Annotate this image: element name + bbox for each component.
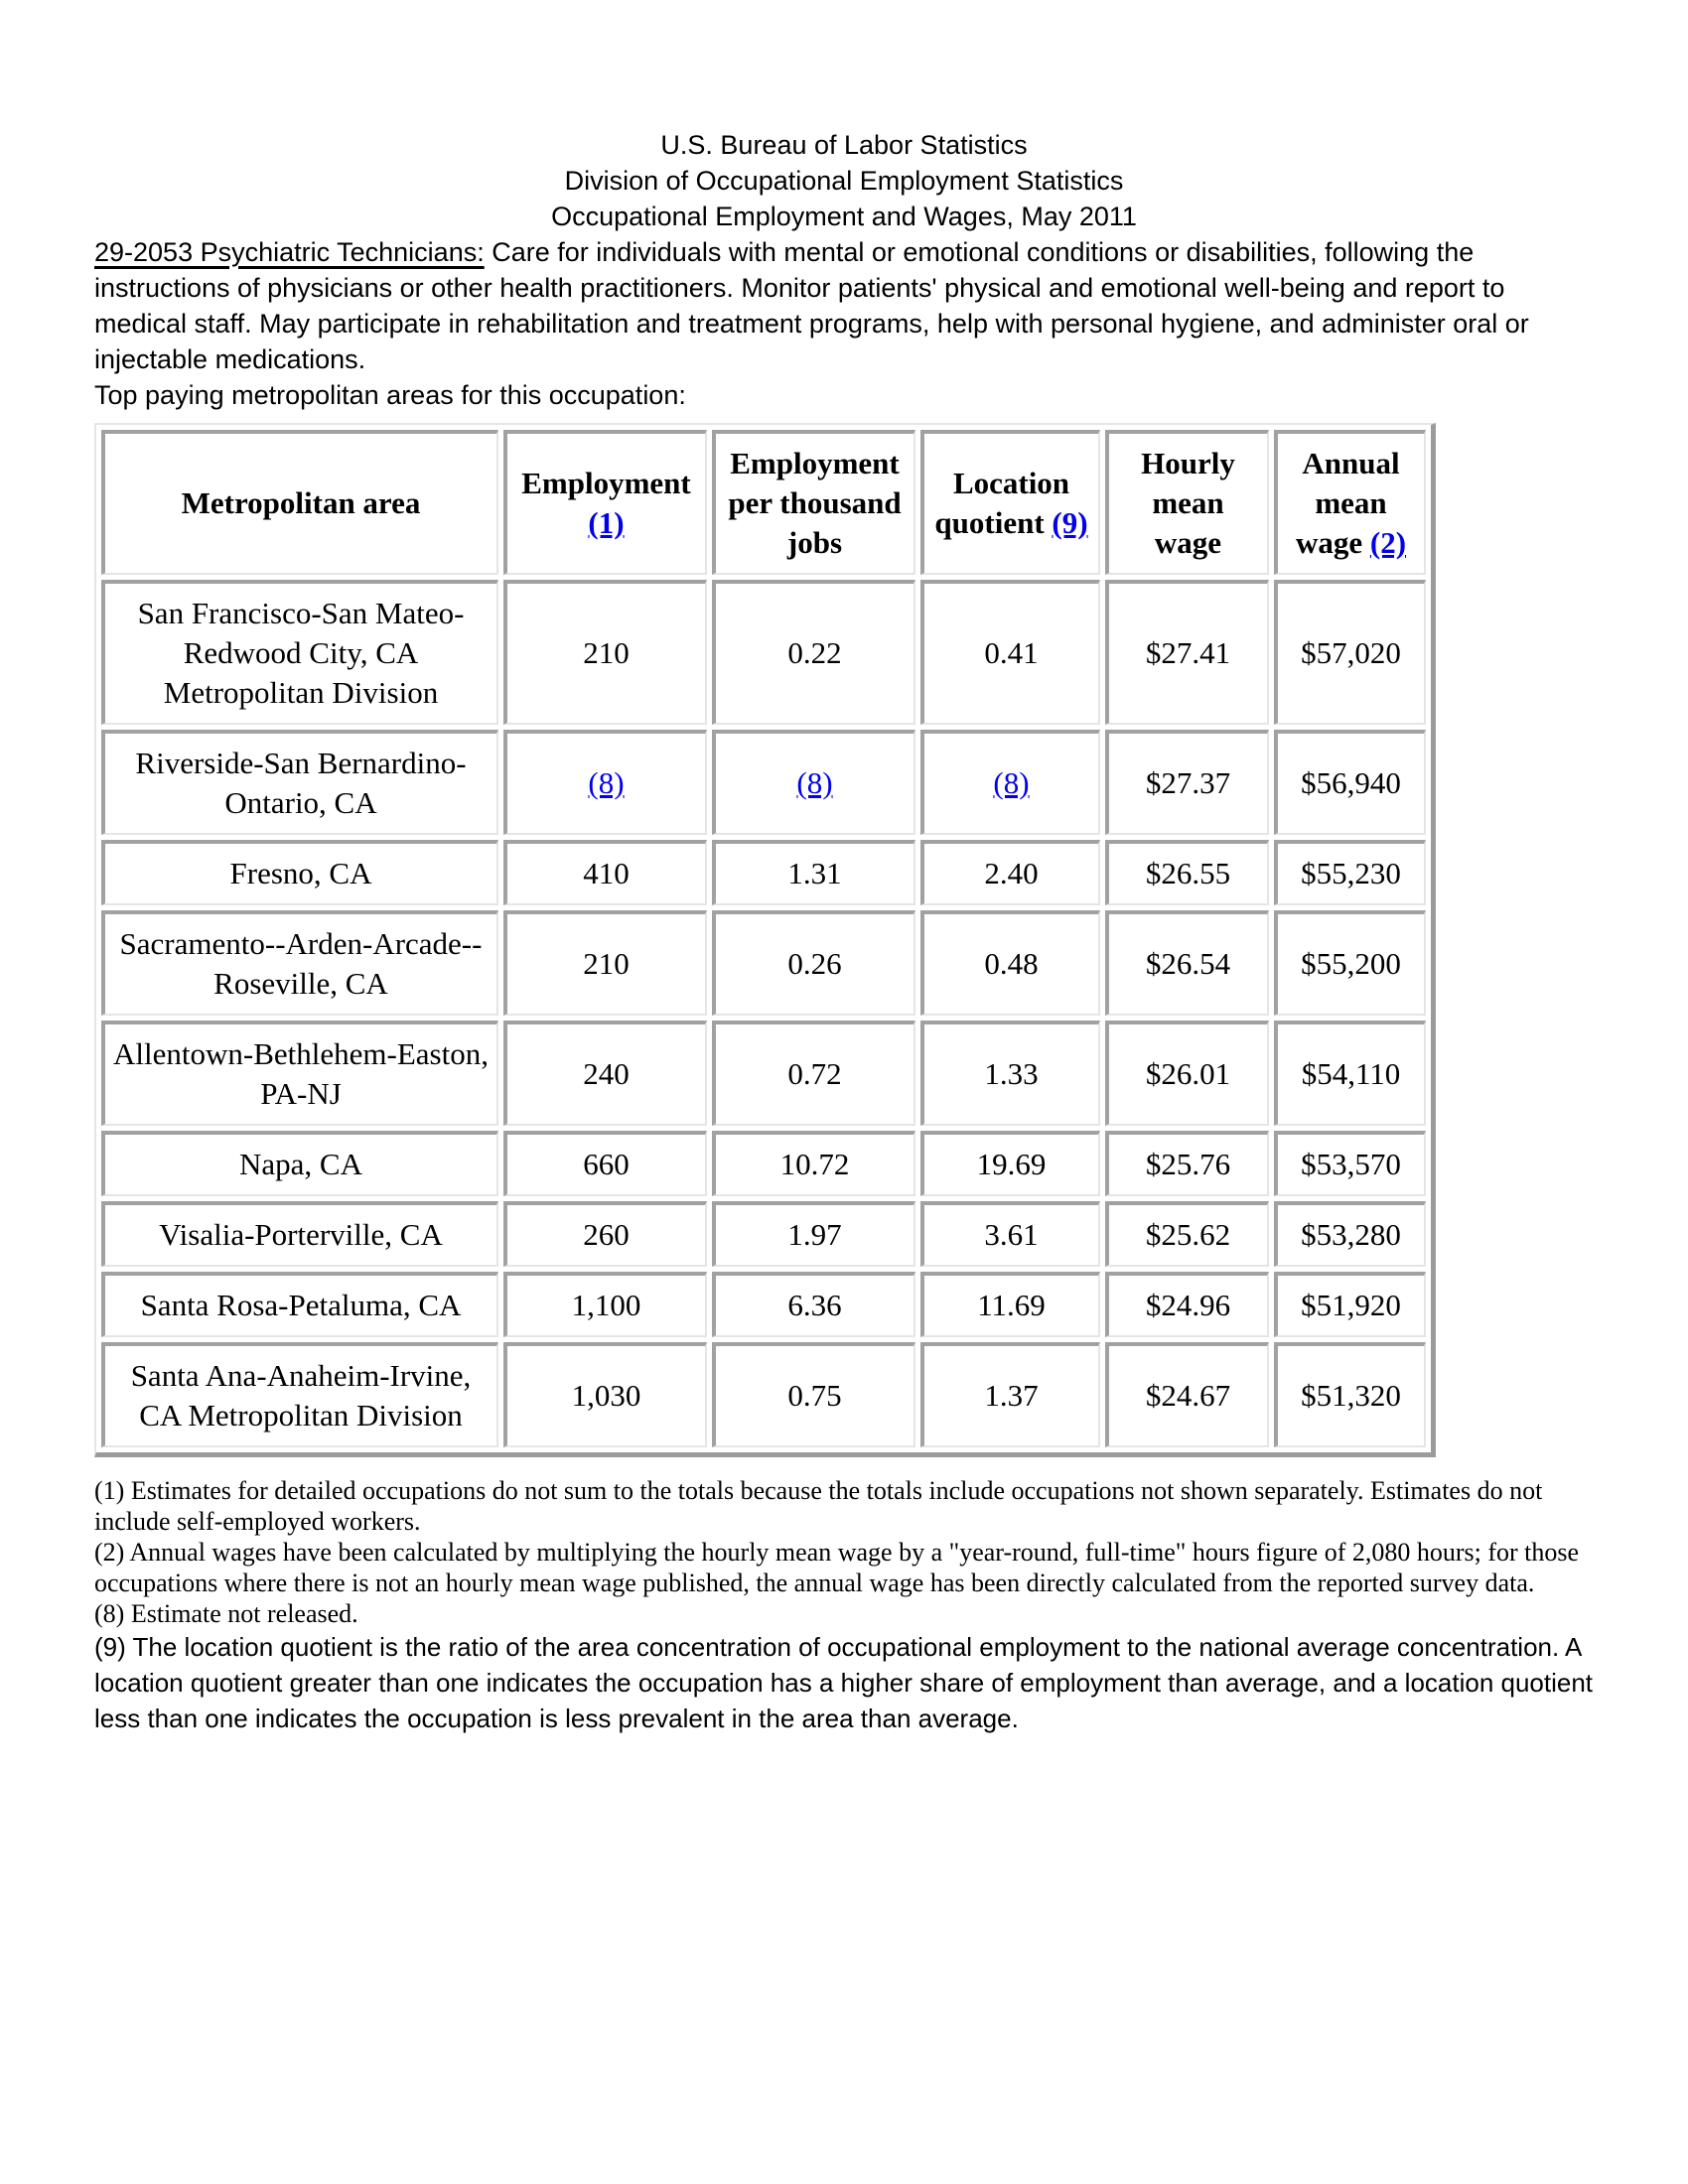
per-thousand-cell: 1.97 bbox=[712, 1201, 915, 1267]
column-header: Location quotient (9) bbox=[920, 430, 1100, 575]
footnotes bbox=[94, 1475, 1614, 1736]
column-header: Hourly mean wage bbox=[1105, 430, 1269, 575]
per-thousand-cell: 0.72 bbox=[712, 1021, 915, 1126]
footnote-1: (1) Estimates for detailed occupations do not sum to the totals because the totals include occupations not shown separately. Estimates do not include self-employed workers. bbox=[94, 1476, 1543, 1536]
metro-area-cell: Napa, CA bbox=[101, 1131, 498, 1196]
table-body bbox=[101, 580, 1426, 1447]
quotient-cell: 1.37 bbox=[920, 1342, 1100, 1447]
per-thousand-cell bbox=[712, 730, 915, 835]
annual-cell: $55,230 bbox=[1274, 840, 1426, 905]
table-row bbox=[101, 730, 1426, 835]
hourly-cell: $24.67 bbox=[1105, 1342, 1269, 1447]
annual-cell: $56,940 bbox=[1274, 730, 1426, 835]
annual-cell: $55,200 bbox=[1274, 910, 1426, 1016]
per-thousand-cell: 6.36 bbox=[712, 1272, 915, 1337]
division-title: Division of Occupational Employment Statistics bbox=[564, 166, 1124, 196]
footnote-link-8[interactable]: (8) bbox=[588, 765, 625, 800]
column-header: Employment per thousand jobs bbox=[712, 430, 915, 575]
hourly-cell: $27.41 bbox=[1105, 580, 1269, 725]
annual-cell: $57,020 bbox=[1274, 580, 1426, 725]
table-caption: Top paying metropolitan areas for this occupation: bbox=[94, 380, 686, 410]
annual-cell: $51,320 bbox=[1274, 1342, 1426, 1447]
agency-title: U.S. Bureau of Labor Statistics bbox=[660, 130, 1028, 160]
hourly-cell: $26.55 bbox=[1105, 840, 1269, 905]
footnote-link-1[interactable]: (1) bbox=[588, 505, 625, 540]
footnote-link-8[interactable]: (8) bbox=[796, 765, 833, 800]
employment-cell bbox=[503, 730, 707, 835]
footnote-link-2[interactable]: (2) bbox=[1369, 525, 1407, 560]
employment-cell: 240 bbox=[503, 1021, 707, 1126]
table-row bbox=[101, 1021, 1426, 1126]
table-row bbox=[101, 1201, 1426, 1267]
column-header: Metropolitan area bbox=[101, 430, 498, 575]
per-thousand-cell: 0.75 bbox=[712, 1342, 915, 1447]
metro-area-cell: Santa Rosa-Petaluma, CA bbox=[101, 1272, 498, 1337]
column-header: Employment (1) bbox=[503, 430, 707, 575]
occupation-description-text: Care for individuals with mental or emotional conditions or disabilities, following the instructions of physicians or other health practitioners. Monitor patients' physical and emotional well-being and report to medical staff. May participate in rehabilitation and treatment programs, help with personal hygiene, and administer oral or injectable medications. bbox=[94, 237, 1529, 374]
quotient-cell: 1.33 bbox=[920, 1021, 1100, 1126]
annual-cell: $53,280 bbox=[1274, 1201, 1426, 1267]
footnote-link-8[interactable]: (8) bbox=[993, 765, 1030, 800]
metro-area-cell: Allentown-Bethlehem-Easton, PA-NJ bbox=[101, 1021, 498, 1126]
metro-area-cell: Riverside-San Bernardino-Ontario, CA bbox=[101, 730, 498, 835]
footnote-8: (8) Estimate not released. bbox=[94, 1599, 358, 1628]
table-row bbox=[101, 1272, 1426, 1337]
metro-area-cell: Santa Ana-Anaheim-Irvine, CA Metropolitan Division bbox=[101, 1342, 498, 1447]
quotient-cell: 0.41 bbox=[920, 580, 1100, 725]
hourly-cell: $27.37 bbox=[1105, 730, 1269, 835]
annual-cell: $51,920 bbox=[1274, 1272, 1426, 1337]
table-row bbox=[101, 910, 1426, 1016]
per-thousand-cell: 10.72 bbox=[712, 1131, 915, 1196]
quotient-cell: 3.61 bbox=[920, 1201, 1100, 1267]
employment-cell: 210 bbox=[503, 910, 707, 1016]
footnote-2: (2) Annual wages have been calculated by multiplying the hourly mean wage by a "year-round, full-time" hours figure of 2,080 hours; for those occupations where there is not an hourly mean wage published, the annual wage has been directly calculated from the reported survey data. bbox=[94, 1538, 1580, 1597]
occupation-code-title: 29-2053 Psychiatric Technicians: bbox=[94, 237, 485, 267]
report-title: Occupational Employment and Wages, May 2011 bbox=[551, 202, 1137, 231]
page-title-block bbox=[94, 127, 1594, 234]
footnote-9: (9) The location quotient is the ratio of the area concentration of occupational employment to the national average concentration. A location quotient greater than one indicates the occupation has a higher share of employment than average, and a location quotient less than one indicates the occupation is less prevalent in the area than average. bbox=[94, 1632, 1594, 1733]
table-row bbox=[101, 1131, 1426, 1196]
column-header: Annual mean wage (2) bbox=[1274, 430, 1426, 575]
metro-area-cell: Visalia-Porterville, CA bbox=[101, 1201, 498, 1267]
top-paying-metro-table bbox=[94, 423, 1436, 1457]
per-thousand-cell: 0.22 bbox=[712, 580, 915, 725]
quotient-cell: 11.69 bbox=[920, 1272, 1100, 1337]
occupation-description bbox=[94, 234, 1604, 377]
hourly-cell: $25.76 bbox=[1105, 1131, 1269, 1196]
metro-area-cell: Fresno, CA bbox=[101, 840, 498, 905]
table-row bbox=[101, 580, 1426, 725]
quotient-cell: 0.48 bbox=[920, 910, 1100, 1016]
quotient-cell bbox=[920, 730, 1100, 835]
quotient-cell: 19.69 bbox=[920, 1131, 1100, 1196]
footnote-link-9[interactable]: (9) bbox=[1052, 505, 1088, 540]
employment-cell: 210 bbox=[503, 580, 707, 725]
employment-cell: 1,100 bbox=[503, 1272, 707, 1337]
metro-area-cell: Sacramento--Arden-Arcade--Roseville, CA bbox=[101, 910, 498, 1016]
employment-cell: 410 bbox=[503, 840, 707, 905]
metro-area-cell: San Francisco-San Mateo-Redwood City, CA Metropolitan Division bbox=[101, 580, 498, 725]
table-row bbox=[101, 1342, 1426, 1447]
employment-cell: 260 bbox=[503, 1201, 707, 1267]
hourly-cell: $26.54 bbox=[1105, 910, 1269, 1016]
hourly-cell: $25.62 bbox=[1105, 1201, 1269, 1267]
table-header-row bbox=[101, 430, 1426, 575]
hourly-cell: $26.01 bbox=[1105, 1021, 1269, 1126]
table-row bbox=[101, 840, 1426, 905]
per-thousand-cell: 0.26 bbox=[712, 910, 915, 1016]
employment-cell: 1,030 bbox=[503, 1342, 707, 1447]
annual-cell: $53,570 bbox=[1274, 1131, 1426, 1196]
annual-cell: $54,110 bbox=[1274, 1021, 1426, 1126]
per-thousand-cell: 1.31 bbox=[712, 840, 915, 905]
quotient-cell: 2.40 bbox=[920, 840, 1100, 905]
employment-cell: 660 bbox=[503, 1131, 707, 1196]
hourly-cell: $24.96 bbox=[1105, 1272, 1269, 1337]
